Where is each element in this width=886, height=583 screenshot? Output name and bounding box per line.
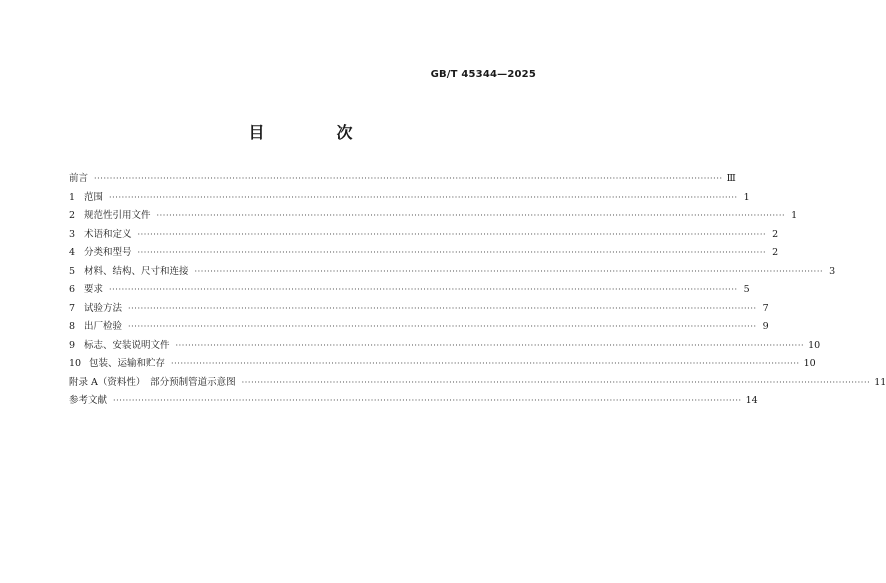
toc-leader-dots: ········································································································································································································ — [137, 248, 767, 257]
toc-entry[interactable] — [69, 337, 821, 356]
toc-entry-label: 要求 — [84, 284, 104, 295]
toc-entry[interactable] — [69, 355, 816, 374]
toc-leader-dots: ········································································································································································································ — [128, 303, 757, 313]
toc-entry-number: 10 — [69, 358, 82, 369]
toc-leader-dots: ········································································································································································································ — [109, 192, 738, 202]
toc-entry-label: 分类和型号 — [84, 247, 132, 258]
toc-entry[interactable] — [69, 226, 779, 245]
toc-entry-number: 2 — [69, 210, 76, 221]
toc-entry-page: 10 — [803, 358, 816, 369]
toc-leader-dots: ········································································································································································································ — [171, 359, 800, 368]
toc-entry-label: 术语和定义 — [84, 228, 132, 240]
toc-entry-number: 1 — [69, 191, 76, 203]
toc-entry-label: 规范性引用文件 — [84, 210, 151, 221]
toc-entry-page: 14 — [745, 395, 758, 406]
toc-entry-page: 10 — [808, 339, 821, 351]
toc-entry-label: 试验方法 — [84, 302, 123, 314]
toc-entry-number: 7 — [69, 302, 76, 314]
toc-entry[interactable] — [69, 244, 779, 263]
toc-entry[interactable] — [69, 281, 750, 300]
toc-leader-dots: ········································································································································································································ — [128, 322, 757, 331]
toc-entry-page: 7 — [762, 302, 769, 314]
toc-entry-label: 标志、安装说明文件 — [84, 339, 170, 351]
toc-leader-dots: ········································································································································································································ — [194, 266, 824, 276]
toc-entry-number: 6 — [69, 284, 76, 295]
toc-entry-label: 材料、结构、尺寸和连接 — [84, 265, 189, 277]
toc-entry[interactable] — [69, 374, 886, 393]
toc-leader-dots: ········································································································································································································ — [109, 285, 738, 294]
toc-entry-number: 9 — [69, 339, 76, 351]
toc-leader-dots: ········································································································································································································ — [113, 396, 742, 405]
toc-entry-label: 附录 A（资料性） 部分预制管道示意图 — [69, 376, 236, 388]
toc-entry-page: 1 — [743, 191, 750, 203]
toc-entry[interactable] — [69, 263, 836, 282]
toc-leader-dots: ········································································································································································································ — [241, 377, 871, 387]
toc-entry-page: 3 — [829, 265, 836, 277]
toc-entry[interactable] — [69, 318, 769, 337]
page-title: 目 次 — [248, 123, 381, 142]
toc-entry[interactable] — [69, 392, 758, 411]
toc-entry-page: 2 — [772, 247, 779, 258]
toc-entry[interactable] — [69, 189, 750, 208]
toc-entry[interactable] — [69, 170, 736, 189]
toc-leader-dots: ········································································································································································································ — [175, 340, 805, 350]
toc-entry-number: 8 — [69, 321, 76, 332]
toc-entry-page: 5 — [743, 284, 750, 295]
toc-entry-number: 4 — [69, 247, 76, 258]
toc-entry-page: 11 — [874, 376, 886, 388]
toc-entry-page: Ⅲ — [726, 173, 736, 184]
toc-entry-label: 包装、运输和贮存 — [89, 358, 166, 369]
table-of-contents — [69, 170, 886, 411]
toc-entry-label: 前言 — [69, 173, 89, 184]
toc-entry-label: 参考文献 — [69, 395, 108, 406]
toc-leader-dots: ········································································································································································································ — [94, 174, 723, 183]
toc-entry-number: 5 — [69, 265, 76, 277]
toc-entry[interactable] — [69, 300, 769, 319]
toc-entry-label: 范围 — [84, 191, 104, 203]
toc-entry-page: 2 — [772, 228, 779, 240]
toc-entry-page: 1 — [791, 210, 798, 221]
toc-entry-label: 出厂检验 — [84, 321, 123, 332]
standard-number: GB/T 45344—2025 — [430, 69, 536, 80]
toc-entry-number: 3 — [69, 228, 76, 240]
toc-leader-dots: ········································································································································································································ — [137, 229, 767, 239]
toc-entry-page: 9 — [762, 321, 769, 332]
toc-entry[interactable] — [69, 207, 798, 226]
toc-leader-dots: ········································································································································································································ — [156, 211, 786, 220]
